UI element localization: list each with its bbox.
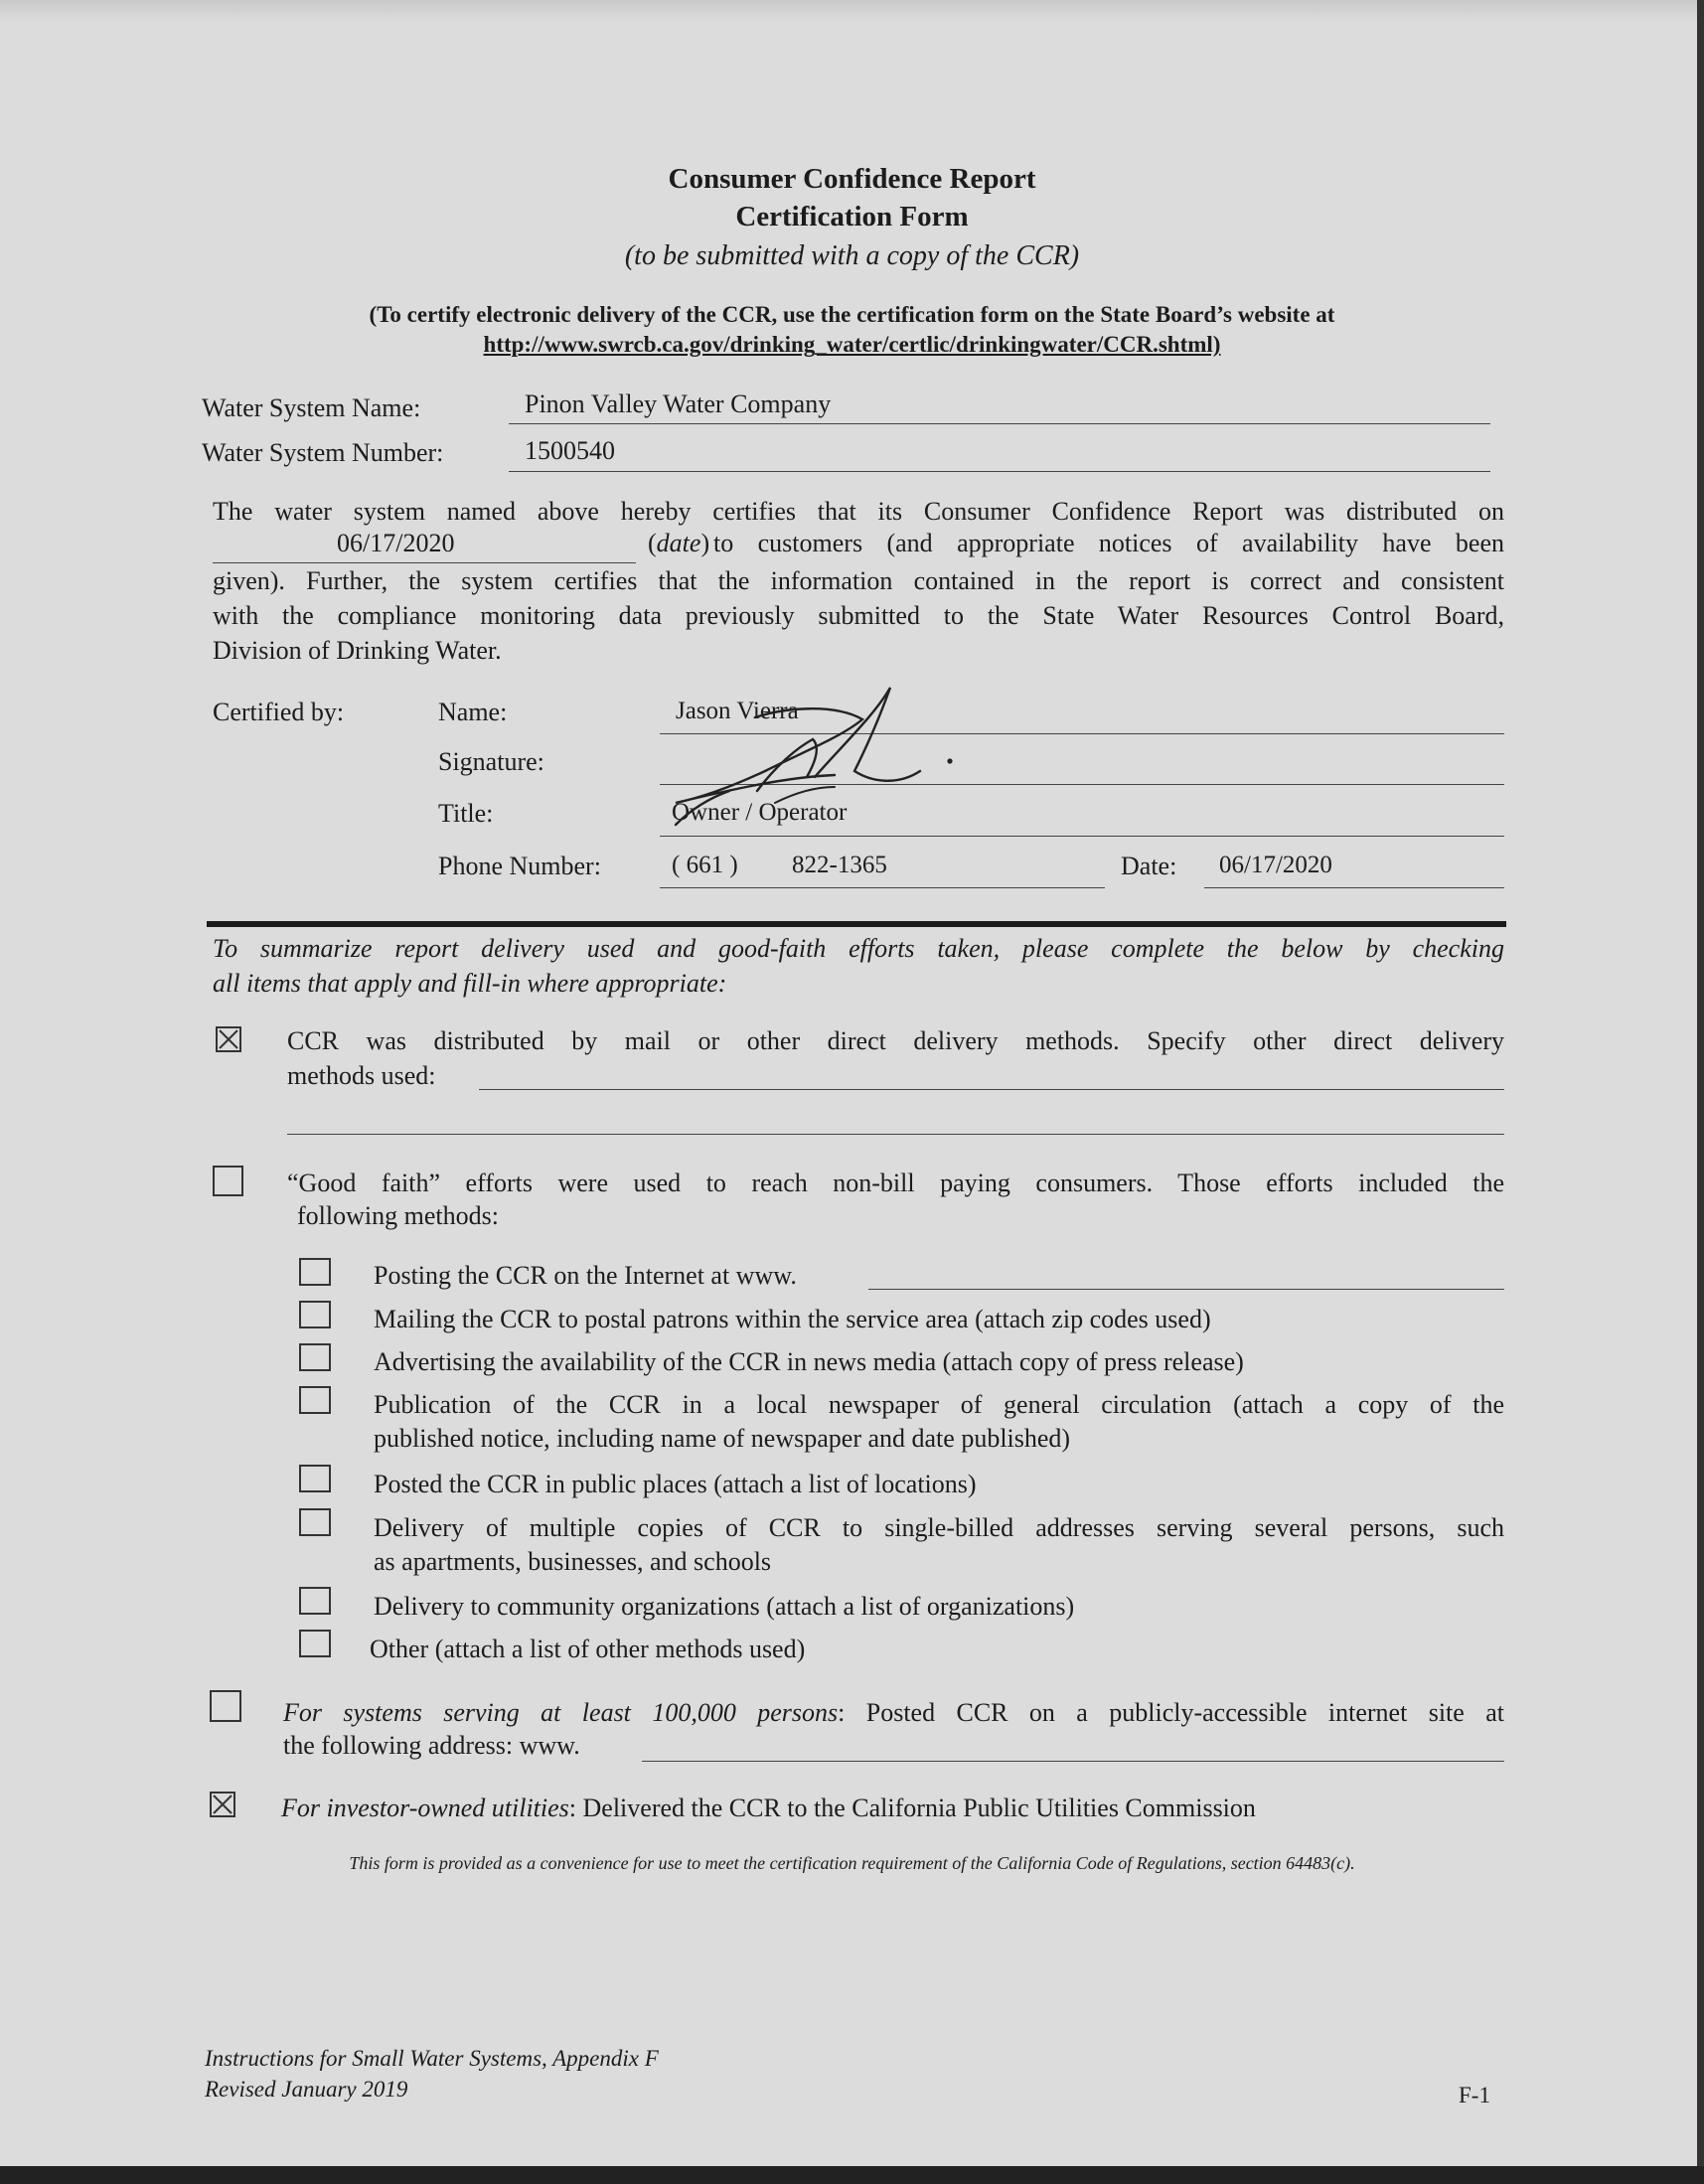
- method-other-checkbox[interactable]: [299, 1630, 331, 1657]
- footer-line-1: Instructions for Small Water Systems, Appendix F: [205, 2046, 659, 2071]
- certification-line-5: Division of Drinking Water.: [213, 636, 502, 665]
- large-systems-italic: For systems serving at least 100,000 persons: [283, 1698, 839, 1727]
- method-public-places-label: Posted the CCR in public places (attach a list of locations): [374, 1470, 977, 1498]
- water-system-number-line: [509, 471, 1490, 472]
- investor-owned-line: [281, 1792, 1256, 1825]
- method-internet-checkbox[interactable]: [299, 1258, 331, 1286]
- method-internet-url-line[interactable]: [868, 1289, 1504, 1290]
- investor-owned-rest: : Delivered the CCR to the California Public Utilities Commission: [568, 1794, 1256, 1822]
- signature-scribble: [646, 676, 974, 845]
- good-faith-line-2: following methods:: [297, 1201, 499, 1230]
- phone-area-code[interactable]: ( 661 ): [672, 852, 738, 878]
- certification-line-3: given). Further, the system certifies that the information contained in the report is correct and consistent: [213, 566, 1504, 595]
- distribution-date[interactable]: 06/17/2020: [337, 529, 455, 557]
- water-system-name-label: Water System Name:: [202, 393, 421, 422]
- date-line: [1204, 887, 1504, 888]
- check-x-icon: [212, 1794, 233, 1815]
- large-systems-checkbox[interactable]: [210, 1690, 241, 1722]
- certifier-name[interactable]: Jason Vierra: [676, 698, 799, 724]
- water-system-name-value[interactable]: Pinon Valley Water Company: [525, 390, 832, 418]
- title-label: Title:: [438, 799, 494, 828]
- method-community-checkbox[interactable]: [299, 1587, 331, 1615]
- summary-line-2: all items that apply and fill-in where appropriate:: [213, 969, 727, 998]
- other-methods-line-2[interactable]: [287, 1134, 1504, 1135]
- certifier-title[interactable]: Owner / Operator: [672, 799, 848, 826]
- phone-label: Phone Number:: [438, 852, 601, 880]
- name-label: Name:: [438, 698, 508, 726]
- method-multiple-copies-label-1: Delivery of multiple copies of CCR to single-billed addresses serving several persons, such: [374, 1513, 1504, 1542]
- method-newspaper-label-1: Publication of the CCR in a local newspaper of general circulation (attach a copy of the: [374, 1390, 1504, 1419]
- method-media-checkbox[interactable]: [299, 1343, 331, 1371]
- investor-owned-italic: For investor-owned utilities: [281, 1794, 569, 1822]
- electronic-notice: (To certify electronic delivery of the CCR, use the certification form on the State Board’s website at: [369, 302, 1335, 327]
- mail-delivery-line-1: CCR was distributed by mail or other direct delivery methods. Specify other direct delivery: [287, 1026, 1504, 1055]
- certification-line-4: with the compliance monitoring data previously submitted to the State Water Resources Control Board,: [213, 601, 1504, 630]
- date-hint: date: [656, 529, 701, 557]
- date-label: Date:: [1121, 852, 1177, 880]
- method-media-label: Advertising the availability of the CCR in news media (attach copy of press release): [374, 1347, 1244, 1376]
- water-system-number-label: Water System Number:: [202, 438, 444, 467]
- mail-delivery-line-2: methods used:: [287, 1061, 436, 1090]
- form-instruction: (to be submitted with a copy of the CCR): [624, 240, 1080, 271]
- method-public-places-checkbox[interactable]: [299, 1465, 331, 1492]
- state-board-link[interactable]: http://www.swrcb.ca.gov/drinking_water/certlic/drinkingwater/CCR.shtml): [483, 332, 1221, 357]
- scan-edge-top: [0, 0, 1704, 22]
- investor-owned-checkbox[interactable]: [210, 1792, 235, 1817]
- check-x-icon: [218, 1028, 239, 1050]
- method-postal-label: Mailing the CCR to postal patrons within the service area (attach zip codes used): [374, 1305, 1211, 1333]
- phone-line: [660, 887, 1105, 888]
- water-system-number-value[interactable]: 1500540: [525, 436, 615, 465]
- method-newspaper-checkbox[interactable]: [299, 1386, 331, 1414]
- method-postal-checkbox[interactable]: [299, 1301, 331, 1328]
- large-systems-line-2: the following address: www.: [283, 1731, 580, 1760]
- section-divider: [207, 921, 1506, 927]
- method-internet-label: Posting the CCR on the Internet at www.: [374, 1261, 797, 1290]
- method-multiple-copies-label-2: as apartments, businesses, and schools: [374, 1547, 772, 1576]
- footer-line-2: Revised January 2019: [205, 2077, 408, 2102]
- footnote: This form is provided as a convenience for use to meet the certification requirement of the California Code of Regulations, section 64483(c).: [349, 1853, 1355, 1873]
- water-system-name-line: [509, 423, 1490, 424]
- good-faith-line-1: “Good faith” efforts were used to reach non-bill paying consumers. Those efforts included the: [287, 1169, 1504, 1197]
- large-systems-line-1: [283, 1696, 1504, 1730]
- mail-delivery-checkbox[interactable]: [216, 1026, 241, 1052]
- page-number: F-1: [1459, 2083, 1490, 2107]
- method-other-label: Other (attach a list of other methods used): [370, 1635, 806, 1663]
- method-multiple-copies-checkbox[interactable]: [299, 1508, 331, 1536]
- good-faith-checkbox[interactable]: [213, 1166, 243, 1196]
- method-newspaper-label-2: published notice, including name of newspaper and date published): [374, 1424, 1071, 1453]
- scan-edge-bottom: [0, 2166, 1704, 2184]
- certified-by-label: Certified by:: [213, 698, 345, 726]
- signature-label: Signature:: [438, 747, 544, 776]
- signed-date[interactable]: 06/17/2020: [1219, 852, 1332, 878]
- form-title: Consumer Confidence Report: [668, 163, 1036, 195]
- summary-line-1: To summarize report delivery used and good-faith efforts taken, please complete the below by checking: [213, 934, 1504, 963]
- phone-number[interactable]: 822-1365: [792, 852, 887, 878]
- method-community-label: Delivery to community organizations (attach a list of organizations): [374, 1592, 1075, 1621]
- certification-line-2-rest: to customers (and appropriate notices of availability have been: [713, 529, 1504, 557]
- form-subtitle: Certification Form: [735, 201, 969, 233]
- certification-line-1: The water system named above hereby certifies that its Consumer Confidence Report was distributed on: [213, 497, 1504, 526]
- other-methods-line-1[interactable]: [479, 1089, 1504, 1090]
- large-systems-rest: : Posted CCR on a publicly-accessible internet site at: [838, 1698, 1504, 1727]
- large-systems-url-line[interactable]: [642, 1761, 1504, 1762]
